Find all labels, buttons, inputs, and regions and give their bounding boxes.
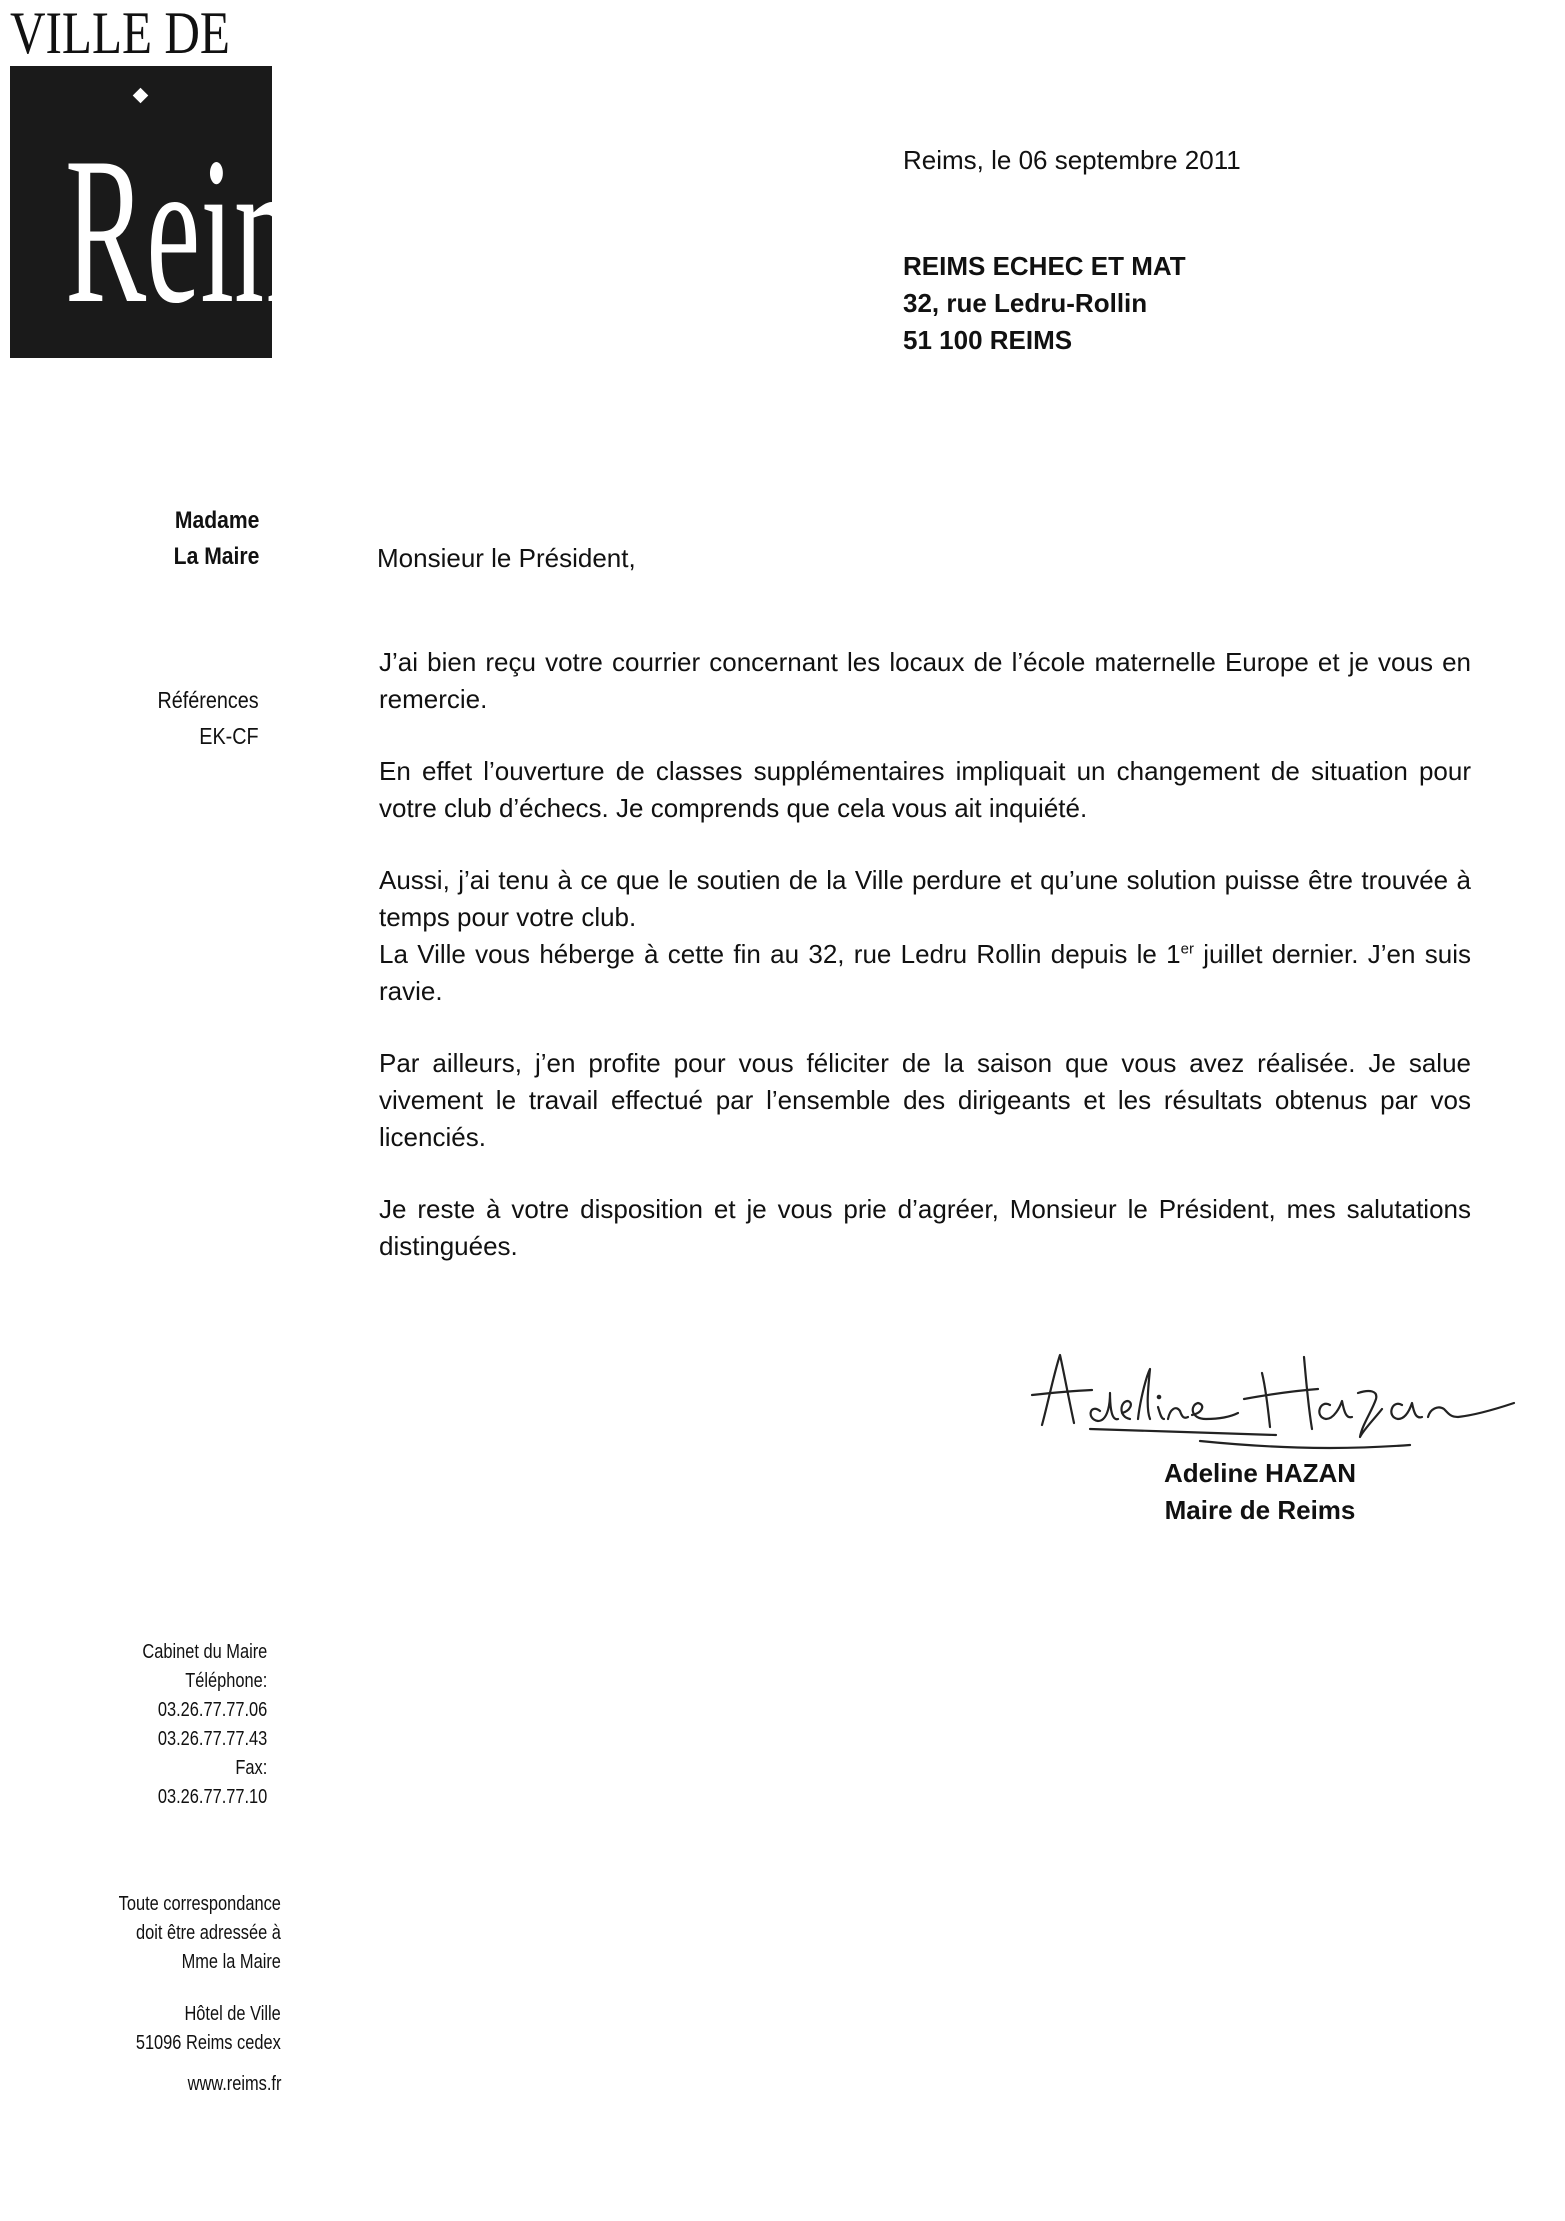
- letter-body: [379, 644, 1471, 1300]
- logo-ville-de: VILLE DE: [10, 0, 230, 66]
- phone-label: Téléphone:: [184, 1670, 267, 1692]
- paragraph-4: Par ailleurs, j’en profite pour vous féliciter de la saison que vous avez réalisée. Je salue vivement le travail effectué par l’ensemble des dirigeants et les résultats obtenus par vos licenciés.: [379, 1048, 1471, 1152]
- paragraph-5: Je reste à votre disposition et je vous prie d’agréer, Monsieur le Président, mes salutations distinguées.: [379, 1194, 1471, 1261]
- paragraph-3b-start: La Ville vous héberge à cette fin au 32, rue Ledru Rollin depuis le 1: [379, 939, 1181, 969]
- paragraph-3b-end: juillet dernier. J’en suis ravie.: [379, 939, 1471, 1006]
- phone-number-2: 03.26.77.77.43: [157, 1728, 267, 1750]
- signer-block: [1100, 1455, 1420, 1529]
- letter-date: Reims, le 06 septembre 2011: [903, 145, 1241, 175]
- sender-line2: La Maire: [173, 543, 259, 570]
- city-logo: [10, 0, 377, 358]
- city-hall-address: [136, 2000, 281, 2058]
- city-hall-name: Hôtel de Ville: [184, 2003, 281, 2025]
- sender-block: [173, 503, 259, 575]
- logo-reims: Reims: [65, 115, 377, 347]
- ordinal-superscript: er: [1180, 940, 1194, 958]
- fax-number: 03.26.77.77.10: [157, 1786, 267, 1808]
- correspondence-line-2: doit être adressée à: [136, 1922, 281, 1944]
- logo-black-box: [10, 66, 377, 358]
- references-block: [158, 682, 259, 754]
- paragraph-1: J’ai bien reçu votre courrier concernant les locaux de l’école maternelle Europe et je vous en remercie.: [379, 647, 1471, 714]
- handwritten-signature: [1030, 1333, 1530, 1463]
- correspondence-line-3: Mme la Maire: [181, 1951, 281, 1973]
- sender-line1: Madame: [174, 507, 259, 534]
- phone-number-1: 03.26.77.77.06: [157, 1699, 267, 1721]
- recipient-name: REIMS ECHEC ET MAT: [903, 251, 1186, 281]
- cabinet-contact: [142, 1638, 267, 1812]
- recipient-city: 51 100 REIMS: [903, 325, 1073, 355]
- references-label: Références: [157, 687, 259, 713]
- cabinet-label: Cabinet du Maire: [142, 1641, 267, 1663]
- salutation: Monsieur le Président,: [377, 543, 636, 573]
- recipient-address: [903, 248, 1186, 359]
- signer-title: Maire de Reims: [1164, 1495, 1356, 1525]
- city-hall-postal: 51096 Reims cedex: [136, 2032, 281, 2054]
- logo-diamond-icon: [133, 88, 149, 104]
- paragraph-2: En effet l’ouverture de classes supplémentaires impliquait un changement de situation pour votre club d’échecs. Je comprends que cela vous ait inquiété.: [379, 756, 1471, 823]
- recipient-street: 32, rue Ledru-Rollin: [903, 288, 1148, 318]
- correspondence-line-1: Toute correspondance: [118, 1893, 281, 1915]
- signer-name: Adeline HAZAN: [1163, 1458, 1357, 1488]
- paragraph-3a: Aussi, j’ai tenu à ce que le soutien de la Ville perdure et qu’une solution puisse être trouvée à temps pour votre club.: [379, 865, 1471, 932]
- references-code: EK-CF: [199, 723, 259, 749]
- correspondence-note: [119, 1890, 281, 1977]
- website-link[interactable]: www.reims.fr: [187, 2073, 281, 2095]
- paragraph-3: [379, 862, 1471, 1010]
- fax-label: Fax:: [235, 1757, 267, 1779]
